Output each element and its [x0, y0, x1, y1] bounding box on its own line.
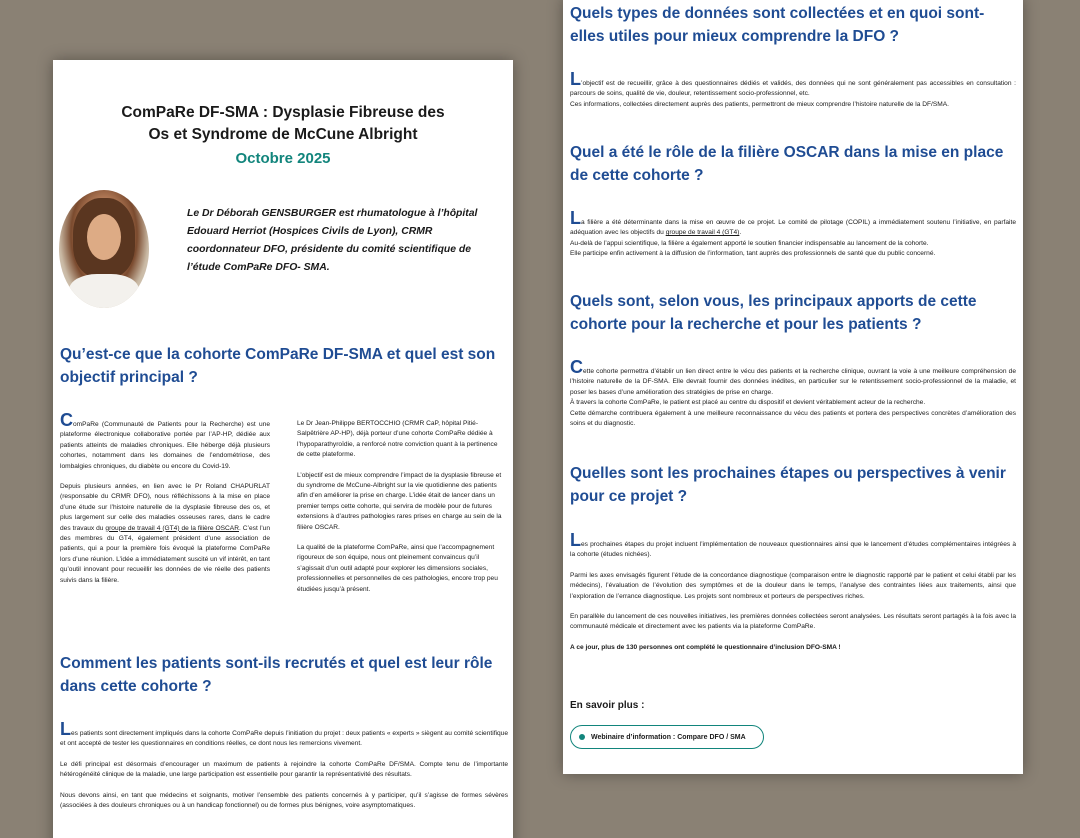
webinar-link-button[interactable] — [570, 725, 764, 749]
dropcap: L — [60, 719, 71, 739]
bullet-dot-icon — [579, 734, 585, 740]
dropcap: C — [570, 357, 583, 377]
question-heading-3: Quels types de données sont collectées et en quoi sont-elles utiles pour mieux comprendre la DFO ? — [570, 5, 985, 45]
q5-paragraph-3: Cette démarche contribuera également à une meilleure reconnaissance du vécu des patients et portera des perspectives concrètes d’amélioration des soins et du diagnostic. — [570, 409, 1016, 428]
q1-col1-paragraph-2: Depuis plusieurs années, en lien avec le Pr Roland CHAPURLAT (responsable du CRMR DFO), nous réfléchissons à la mise en place d’une étude sur l’histoire naturelle de la dysplasie fibreuse des os, et plus largement sur celle des maladies osseuses rares, dans le cadre des travaux du groupe de travail 4 (GT4) de la filière OSCAR. C’est l’un des membres du GT4, également président d’une association de patients, qui a pour la première fois évoqué la plateforme ComPaRe lors d’une réunion. L’idée a immédiatement suscité un vif intérêt, en tant qu’outil innovant pour recueillir les données de vie réelle des patients suivis dans la filière. — [60, 483, 270, 584]
gt4-oscar-link[interactable]: groupe de travail 4 (GT4) de la filière OSCAR — [105, 524, 239, 532]
gt4-link[interactable]: groupe de travail 4 (GT4) — [665, 229, 740, 237]
author-bio: Le Dr Déborah GENSBURGER est rhumatologue à l’hôpital Edouard Herriot (Hospices Civils de Lyon), CRMR coordonnateur DFO, présidente du comité scientifique de l’étude ComPaRe DFO- SMA. — [187, 208, 478, 273]
dropcap: C — [60, 410, 73, 430]
q2-paragraph-2: Le défi principal est désormais d’encourager un maximum de patients à rejoindre la cohorte ComPaRe DF/SMA. Compte tenu de l’importante hétérogénéité clinique de la maladie, une large participation est essentielle pour garantir la représentativité des résultats. — [60, 760, 508, 779]
q6-paragraph-4: A ce jour, plus de 130 personnes ont complété le questionnaire d’inclusion DFO-SMA ! — [570, 643, 841, 651]
q2-paragraph-1: Les patients sont directement impliqués dans la cohorte ComPaRe depuis l’initiation du projet : deux patients « experts » siègent au comité scientifique et ont accepté de tester les questionnaires en conditions réelles, ce dont nous les remercions vivement. — [60, 719, 508, 748]
document-title — [53, 102, 513, 146]
learn-more-title: En savoir plus : — [570, 700, 645, 711]
q1-col2-paragraph-3: La qualité de la plateforme ComPaRe, ainsi que l’accompagnement rigoureux de son équipe, nous ont pleinement convaincus qu’il s’agissait d’un outil adapté pour explorer les dimensions sociales, professionnelles et personnelles de ces pathologies, encore trop peu étudiées jusqu’à présent. — [297, 544, 498, 593]
q5-body — [570, 357, 1016, 439]
q5-paragraph-2: À travers la cohorte ComPaRe, le patient est placé au centre du dispositif et devient véritablement acteur de la recherche. — [570, 399, 926, 407]
q5-paragraph-1: Cette cohorte permettra d’établir un lien direct entre le vécu des patients et la recherche clinique, ouvrant la voie à une meilleure compréhension de l’histoire naturelle de la DF-SMA. Elle devrait fournir des données inédites, en particulier sur le retentissement socio-professionnel de la maladie, et poser les bases d’une amélioration des stratégies de prise en charge. — [570, 357, 1016, 396]
dropcap: L — [570, 208, 581, 228]
q1-col2-paragraph-1: Le Dr Jean-Philippe BERTOCCHIO (CRMR CaP, hôpital Pitié-Salpêtrière AP-HP), déjà porteur d’une cohorte ComPaRe dédiée à l’hypoparathyroïdie, a renforcé notre conviction quant à la pertinence de cette plateforme. — [297, 420, 498, 459]
q6-paragraph-3: En parallèle du lancement de ces nouvelles initiatives, les premières données collectées seront analysées. Les résultats seront partagés à la fois avec la communauté médicale et directement avec les patients via la plateforme ComPaRe. — [570, 613, 1016, 631]
q2-body — [60, 719, 508, 821]
q6-paragraph-1: Les prochaines étapes du projet incluent l’implémentation de nouveaux questionnaires ainsi que le lancement d’études complémentaires intégrées à la cohorte (études nichées). — [570, 530, 1016, 559]
q4-paragraph-2: Au-delà de l’appui scientifique, la filière a également apporté le soutien financier indispensable au lancement de la cohorte. — [570, 239, 929, 247]
q3-body — [570, 69, 1016, 120]
q1-col1-paragraph-1: ComPaRe (Communauté de Patients pour la Recherche) est une plateforme électronique collaborative portée par l’AP-HP, dédiée aux patients atteints de maladies chroniques. Elle héberge déjà plusieurs cohortes, notamment dans les domaines de l’endométriose, des lombalgies chroniques, du diabète ou encore du Covid-19. — [60, 410, 270, 470]
q3-paragraph-1: L’objectif est de recueillir, grâce à des questionnaires dédiés et validés, des données qui ne sont généralement pas accessibles en consultation : parcours de soins, qualité de vie, douleur, retentissement socio-professionnel, etc. — [570, 69, 1016, 98]
left-document-page — [53, 60, 513, 838]
right-document-page — [563, 0, 1023, 774]
question-heading-4: Quel a été le rôle de la filière OSCAR dans la mise en place de cette cohorte ? — [570, 144, 1004, 184]
question-heading-2: Comment les patients sont-ils recrutés et quel est leur rôle dans cette cohorte ? — [60, 655, 493, 695]
title-line-1: ComPaRe DF-SMA : Dysplasie Fibreuse des — [121, 104, 445, 121]
webinar-link-label: Webinaire d’information : Compare DFO / SMA — [591, 733, 746, 741]
author-photo — [59, 190, 149, 308]
dropcap: L — [570, 530, 581, 550]
q4-body — [570, 208, 1016, 270]
question-heading-1: Qu’est-ce que la cohorte ComPaRe DF-SMA et quel est son objectif principal ? — [60, 346, 496, 386]
q1-column-1 — [60, 410, 270, 596]
question-heading-6: Quelles sont les prochaines étapes ou perspectives à venir pour ce projet ? — [570, 465, 1006, 505]
q1-col2-paragraph-2: L’objectif est de mieux comprendre l’impact de la dysplasie fibreuse et du syndrome de McCune-Albright sur la vie quotidienne des patients afin d’en améliorer la prise en charge. L’idée était de lancer dans un premier temps cette cohorte, qui servira de modèle pour de futures extensions à d’autres pathologies rares prises en charge au sein de la filière OSCAR. — [297, 471, 502, 531]
dropcap: L — [570, 69, 581, 89]
question-heading-5: Quels sont, selon vous, les principaux apports de cette cohorte pour la recherche et pour les patients ? — [570, 293, 977, 333]
q6-body — [570, 530, 1016, 663]
document-date: Octobre 2025 — [235, 150, 331, 167]
q4-paragraph-3: Elle participe enfin activement à la diffusion de l’information, tant auprès des professionnels de santé que du public concerné. — [570, 250, 936, 258]
q4-paragraph-1: La filière a été déterminante dans la mise en œuvre de ce projet. Le comité de pilotage (COPIL) a immédiatement soutenu l’initiative, en parfaite adéquation avec les objectifs du groupe de travail 4 (GT4). — [570, 208, 1016, 237]
q2-paragraph-3: Nous devons ainsi, en tant que médecins et soignants, motiver l’ensemble des patients concernés à y participer, qu’il s’agisse de formes sévères (associées à des douleurs chroniques ou à un handicap fonctionnel) ou de formes plus bénignes, voire asymptomatiques. — [60, 791, 508, 810]
q3-paragraph-2: Ces informations, collectées directement auprès des patients, permettront de mieux comprendre l’histoire naturelle de la DF/SMA. — [570, 100, 949, 108]
q6-paragraph-2: Parmi les axes envisagés figurent l’étude de la concordance diagnostique (comparaison entre le diagnostic rapporté par le patient et celui établi par les médecins), l’évaluation de l’évolution des symptômes et de la douleur dans le temps, l’analyse des contraintes liées aux traitements, ainsi que l’exploration de l’errance diagnostique. Les projets sont nombreux et porteurs de perspectives riches. — [570, 571, 1016, 600]
q1-column-2 — [297, 419, 502, 605]
title-line-2: Os et Syndrome de McCune Albright — [148, 126, 418, 143]
